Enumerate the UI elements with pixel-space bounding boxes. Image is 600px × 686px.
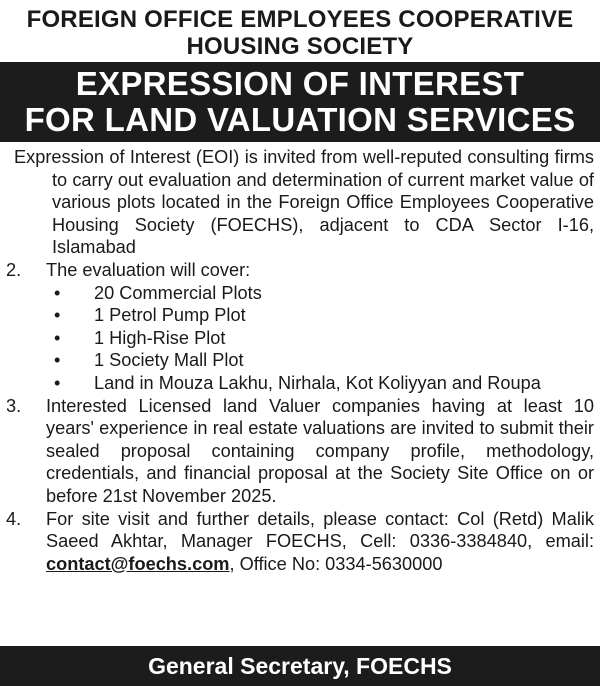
item-2	[6, 259, 594, 282]
title-line-1: EXPRESSION OF INTEREST	[75, 65, 525, 102]
item-3-number: 3.	[6, 395, 22, 416]
bullet-icon: •	[54, 305, 61, 326]
office-number-text: , Office No: 0334-5630000	[229, 553, 443, 574]
notice-body	[0, 142, 600, 575]
list-item	[52, 304, 594, 327]
bullet-icon: •	[54, 372, 61, 393]
bullet-icon: •	[54, 327, 61, 348]
footer-signature: General Secretary, FOECHS	[0, 646, 600, 686]
organization-name	[0, 0, 600, 62]
list-item	[52, 327, 594, 350]
title-line-2: FOR LAND VALUATION SERVICES	[24, 101, 576, 138]
org-line-2: HOUSING SOCIETY	[186, 33, 414, 60]
intro-paragraph: Expression of Interest (EOI) is invited from well-reputed consulting firms to carry out evaluation and determination of current market value of various plots located in the Foreign Office Employees Cooperative Housing Society (FOECHS), adjacent to CDA Sector I-16, Islamabad	[14, 147, 594, 258]
item-3-text: Interested Licensed land Valuer companies having at least 10 years' experience in real estate valuations are invited to submit their sealed proposal containing company profile, methodology, credentials, and financial proposal at the Society Site Office on or before 21st November 2025.	[46, 395, 594, 506]
list-item	[52, 372, 594, 395]
contact-text: For site visit and further details, please contact: Col (Retd) Malik Saeed Akhtar, Manager FOECHS, Cell: 0336-3384840, email:	[46, 508, 594, 552]
list-item-text: 1 Petrol Pump Plot	[94, 305, 246, 326]
org-line-1: FOREIGN OFFICE EMPLOYEES COOPERATIVE	[26, 6, 574, 33]
item-4-number: 4.	[6, 508, 22, 529]
list-item	[52, 282, 594, 305]
bullet-icon: •	[54, 282, 61, 303]
item-3	[6, 395, 594, 508]
item-4-text	[46, 508, 594, 576]
title-banner	[0, 62, 600, 142]
bullet-icon: •	[54, 350, 61, 371]
list-item-text: 20 Commercial Plots	[94, 282, 262, 303]
evaluation-list	[6, 282, 594, 395]
item-2-text: The evaluation will cover:	[46, 259, 251, 280]
item-4	[6, 508, 594, 576]
email-link[interactable]: contact@foechs.com	[46, 553, 230, 574]
item-2-number: 2.	[6, 259, 22, 280]
list-item-text: 1 Society Mall Plot	[94, 350, 244, 371]
list-item-text: Land in Mouza Lakhu, Nirhala, Kot Koliyyan and Roupa	[94, 372, 541, 393]
list-item	[52, 349, 594, 372]
list-item-text: 1 High-Rise Plot	[94, 327, 226, 348]
